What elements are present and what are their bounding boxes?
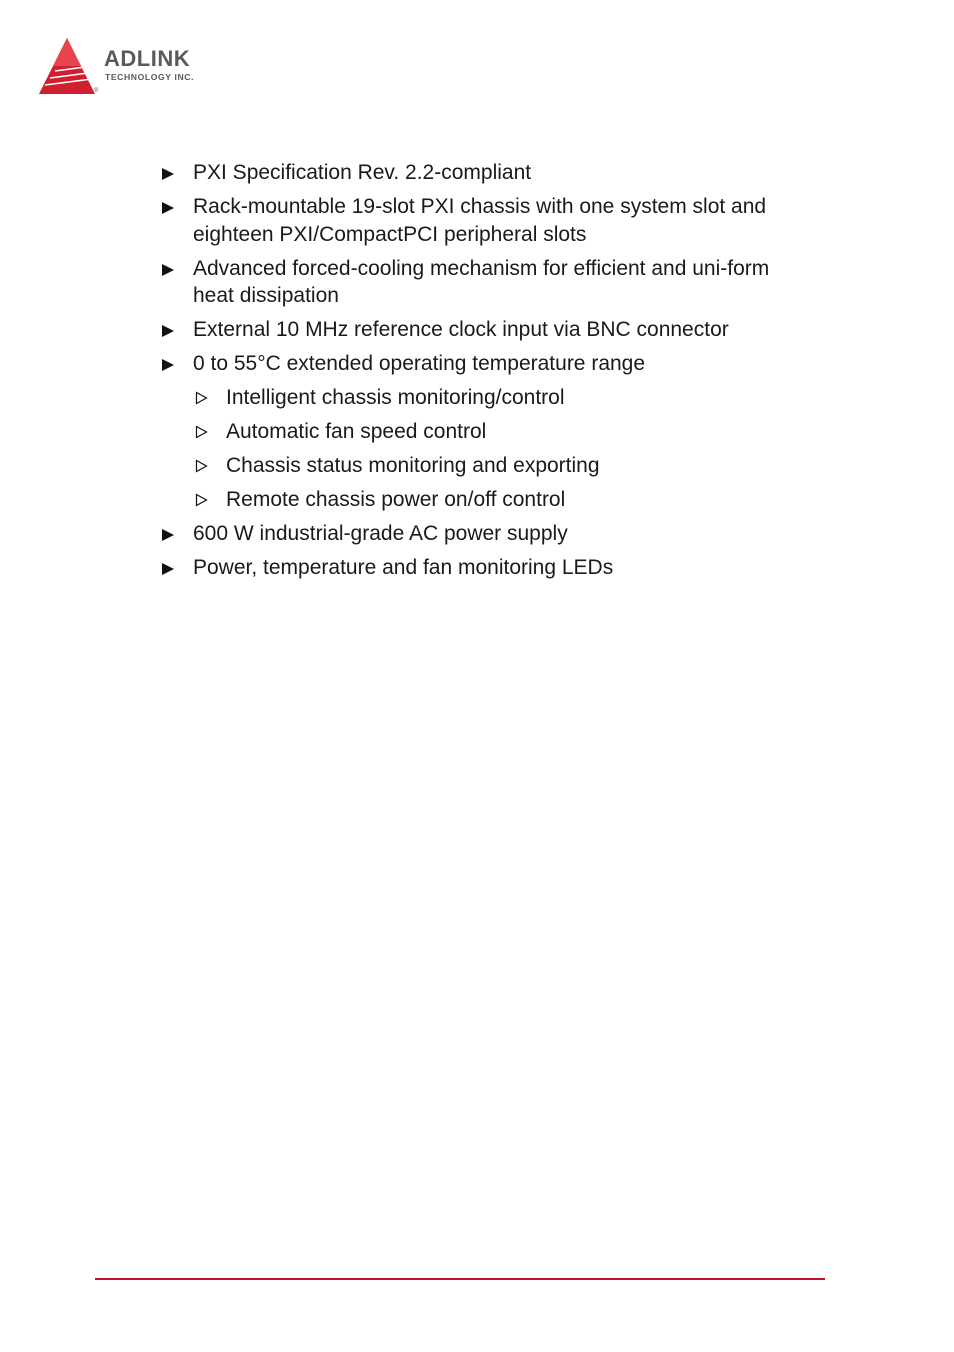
feature-text: Advanced forced-cooling mechanism for efficient and uni-form heat dissipation — [193, 256, 770, 307]
sub-feature-text: Automatic fan speed control — [226, 420, 487, 443]
hollow-triangle-bullet-icon — [195, 493, 208, 507]
feature-text: Power, temperature and fan monitoring LEDs — [193, 556, 614, 579]
logo-name: ADLINK — [104, 46, 191, 71]
feature-text: Rack-mountable 19-slot PXI chassis with one system slot and eighteen PXI/CompactPCI peripheral slots — [193, 195, 767, 246]
hollow-triangle-bullet-icon — [195, 425, 208, 439]
bullet-icon — [162, 168, 174, 180]
bullet-icon — [162, 325, 174, 337]
footer-rule — [95, 1278, 825, 1280]
feature-item — [160, 350, 800, 514]
feature-item — [160, 255, 800, 310]
sub-feature-item — [160, 384, 800, 412]
feature-text: 0 to 55°C extended operating temperature range — [193, 352, 646, 375]
feature-item — [160, 193, 800, 248]
sub-feature-item — [160, 486, 800, 514]
feature-item — [160, 159, 800, 187]
feature-text: External 10 MHz reference clock input via BNC connector — [193, 318, 729, 341]
feature-item — [160, 316, 800, 344]
hollow-triangle-bullet-icon — [195, 391, 208, 405]
bullet-icon — [162, 359, 174, 371]
feature-text: PXI Specification Rev. 2.2-compliant — [193, 161, 532, 184]
sub-feature-text: Intelligent chassis monitoring/control — [226, 386, 565, 409]
feature-item — [160, 554, 800, 582]
hollow-triangle-bullet-icon — [195, 459, 208, 473]
registered-mark: ® — [94, 88, 99, 94]
bullet-icon — [162, 202, 174, 214]
feature-item — [160, 520, 800, 548]
feature-text: 600 W industrial-grade AC power supply — [193, 522, 568, 545]
feature-list — [160, 159, 800, 588]
adlink-logo — [38, 38, 238, 98]
sub-feature-list — [193, 384, 800, 514]
sub-feature-text: Remote chassis power on/off control — [226, 488, 566, 511]
logo-triangle-icon — [38, 38, 100, 98]
bullet-icon — [162, 264, 174, 276]
sub-feature-item — [160, 418, 800, 446]
bullet-icon — [162, 563, 174, 575]
sub-feature-text: Chassis status monitoring and exporting — [226, 454, 600, 477]
logo-tagline: TECHNOLOGY INC. — [105, 72, 195, 82]
bullet-icon — [162, 529, 174, 541]
sub-feature-item — [160, 452, 800, 480]
